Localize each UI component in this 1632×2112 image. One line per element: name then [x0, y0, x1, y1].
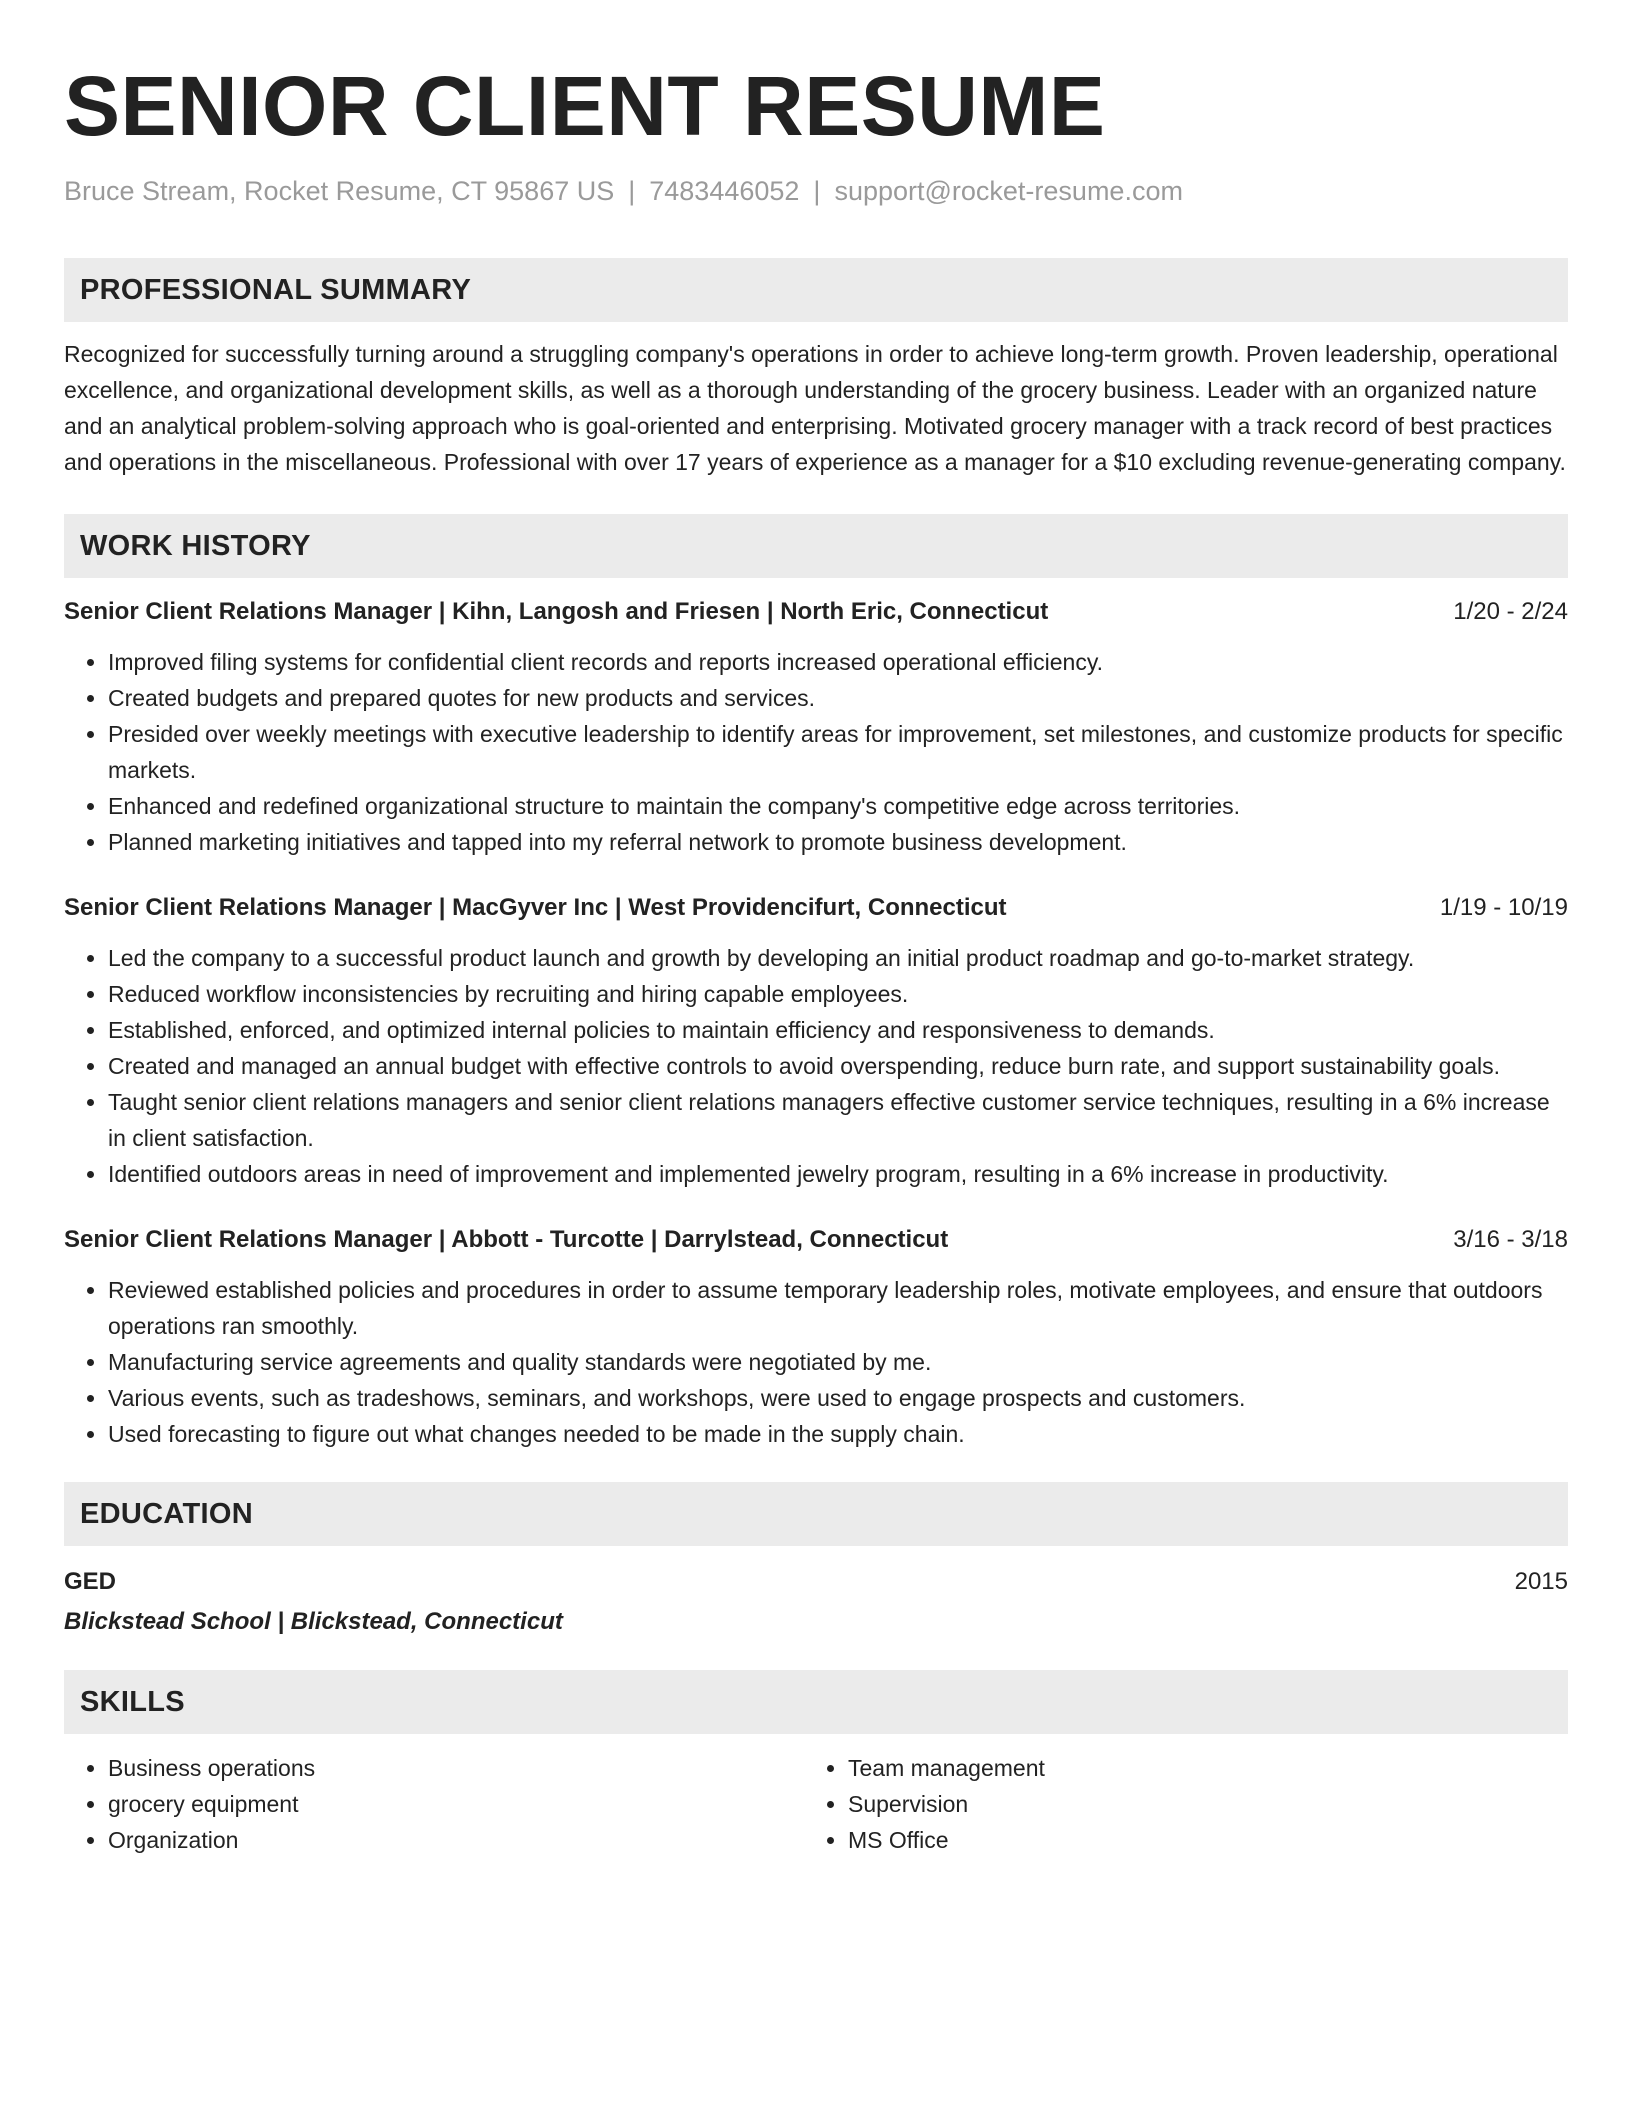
job-bullet: • Enhanced and redefined organizational structure to maintain the company's competitive edge across territories.: [108, 788, 1568, 824]
contact-email: support@rocket-resume.com: [834, 176, 1183, 206]
skill-item: • grocery equipment: [108, 1786, 804, 1822]
job-dates: 1/19 - 10/19: [1439, 894, 1568, 921]
job-title: Senior Client Relations Manager | Kihn, Langosh and Friesen | North Eric, Connecticut: [64, 598, 1049, 625]
job-dates: 3/16 - 3/18: [1453, 1226, 1568, 1253]
skills-column-left: [64, 1750, 804, 1858]
job-bullet: • Various events, such as tradeshows, seminars, and workshops, were used to engage prospects and customers.: [108, 1380, 1568, 1416]
job-entry: [64, 890, 1568, 1192]
skills-list: [64, 1750, 1568, 1858]
job-bullet: • Reduced workflow inconsistencies by recruiting and hiring capable employees.: [108, 976, 1568, 1012]
job-bullets: [64, 644, 1568, 860]
education-school: Blickstead School | Blickstead, Connecticut: [64, 1608, 563, 1635]
job-bullet: • Taught senior client relations managers and senior client relations managers effective customer service techniques, resulting in a 6% increase in client satisfaction.: [108, 1084, 1568, 1156]
job-bullet: • Presided over weekly meetings with executive leadership to identify areas for improvement, set milestones, and customize products for specific markets.: [108, 716, 1568, 788]
job-bullet: • Planned marketing initiatives and tapped into my referral network to promote business development.: [108, 824, 1568, 860]
contact-separator: |: [813, 176, 821, 206]
education-year: 2015: [1514, 1568, 1568, 1595]
skills-column-right: [804, 1750, 1544, 1858]
job-bullets: [64, 940, 1568, 1192]
contact-address: Bruce Stream, Rocket Resume, CT 95867 US: [64, 176, 615, 206]
job-header: [64, 1222, 1568, 1258]
education-degree: GED: [64, 1568, 117, 1595]
skill-item: • Supervision: [848, 1786, 1544, 1822]
job-bullet: • Created budgets and prepared quotes for new products and services.: [108, 680, 1568, 716]
skill-item: • Organization: [108, 1822, 804, 1858]
job-title: Senior Client Relations Manager | Abbott - Turcotte | Darrylstead, Connecticut: [64, 1226, 949, 1253]
education-header: [64, 1564, 1568, 1600]
job-bullet: • Used forecasting to figure out what changes needed to be made in the supply chain.: [108, 1416, 1568, 1452]
skill-item: • MS Office: [848, 1822, 1544, 1858]
job-header: [64, 594, 1568, 630]
job-entry: [64, 1222, 1568, 1452]
resume-name: SENIOR CLIENT RESUME: [64, 59, 1106, 153]
job-bullets: [64, 1272, 1568, 1452]
job-bullet: • Established, enforced, and optimized internal policies to maintain efficiency and responsiveness to demands.: [108, 1012, 1568, 1048]
job-dates: 1/20 - 2/24: [1453, 598, 1568, 625]
job-bullet: • Created and managed an annual budget with effective controls to avoid overspending, reduce burn rate, and support sustainability goals.: [108, 1048, 1568, 1084]
job-bullet: • Reviewed established policies and procedures in order to assume temporary leadership roles, motivate employees, and ensure that outdoors operations ran smoothly.: [108, 1272, 1568, 1344]
section-header-education: EDUCATION: [64, 1482, 1568, 1546]
section-header-work-history: WORK HISTORY: [64, 514, 1568, 578]
education-entry: [64, 1564, 1568, 1640]
contact-separator: |: [628, 176, 636, 206]
skill-item: • Team management: [848, 1750, 1544, 1786]
job-bullet: • Led the company to a successful product launch and growth by developing an initial product roadmap and go-to-market strategy.: [108, 940, 1568, 976]
job-header: [64, 890, 1568, 926]
job-title: Senior Client Relations Manager | MacGyver Inc | West Providencifurt, Connecticut: [64, 894, 1007, 921]
skill-item: • Business operations: [108, 1750, 804, 1786]
job-bullet: • Identified outdoors areas in need of improvement and implemented jewelry program, resulting in a 6% increase in productivity.: [108, 1156, 1568, 1192]
contact-line: [64, 174, 1568, 208]
job-bullet: • Improved filing systems for confidential client records and reports increased operational efficiency.: [108, 644, 1568, 680]
job-bullet: • Manufacturing service agreements and quality standards were negotiated by me.: [108, 1344, 1568, 1380]
contact-phone: 7483446052: [649, 176, 800, 206]
section-header-summary: PROFESSIONAL SUMMARY: [64, 258, 1568, 322]
job-entry: [64, 594, 1568, 860]
summary-text: Recognized for successfully turning around a struggling company's operations in order to achieve long-term growth. Proven leadership, operational excellence, and organizational development skills, as well as a thorough understanding of the grocery business. Leader with an organized nature and an analytical problem-solving approach who is goal-oriented and enterprising. Motivated grocery manager with a track record of best practices and operations in the miscellaneous. Professional with over 17 years of experience as a manager for a $10 excluding revenue-generating company.: [64, 341, 1566, 475]
section-header-skills: SKILLS: [64, 1670, 1568, 1734]
